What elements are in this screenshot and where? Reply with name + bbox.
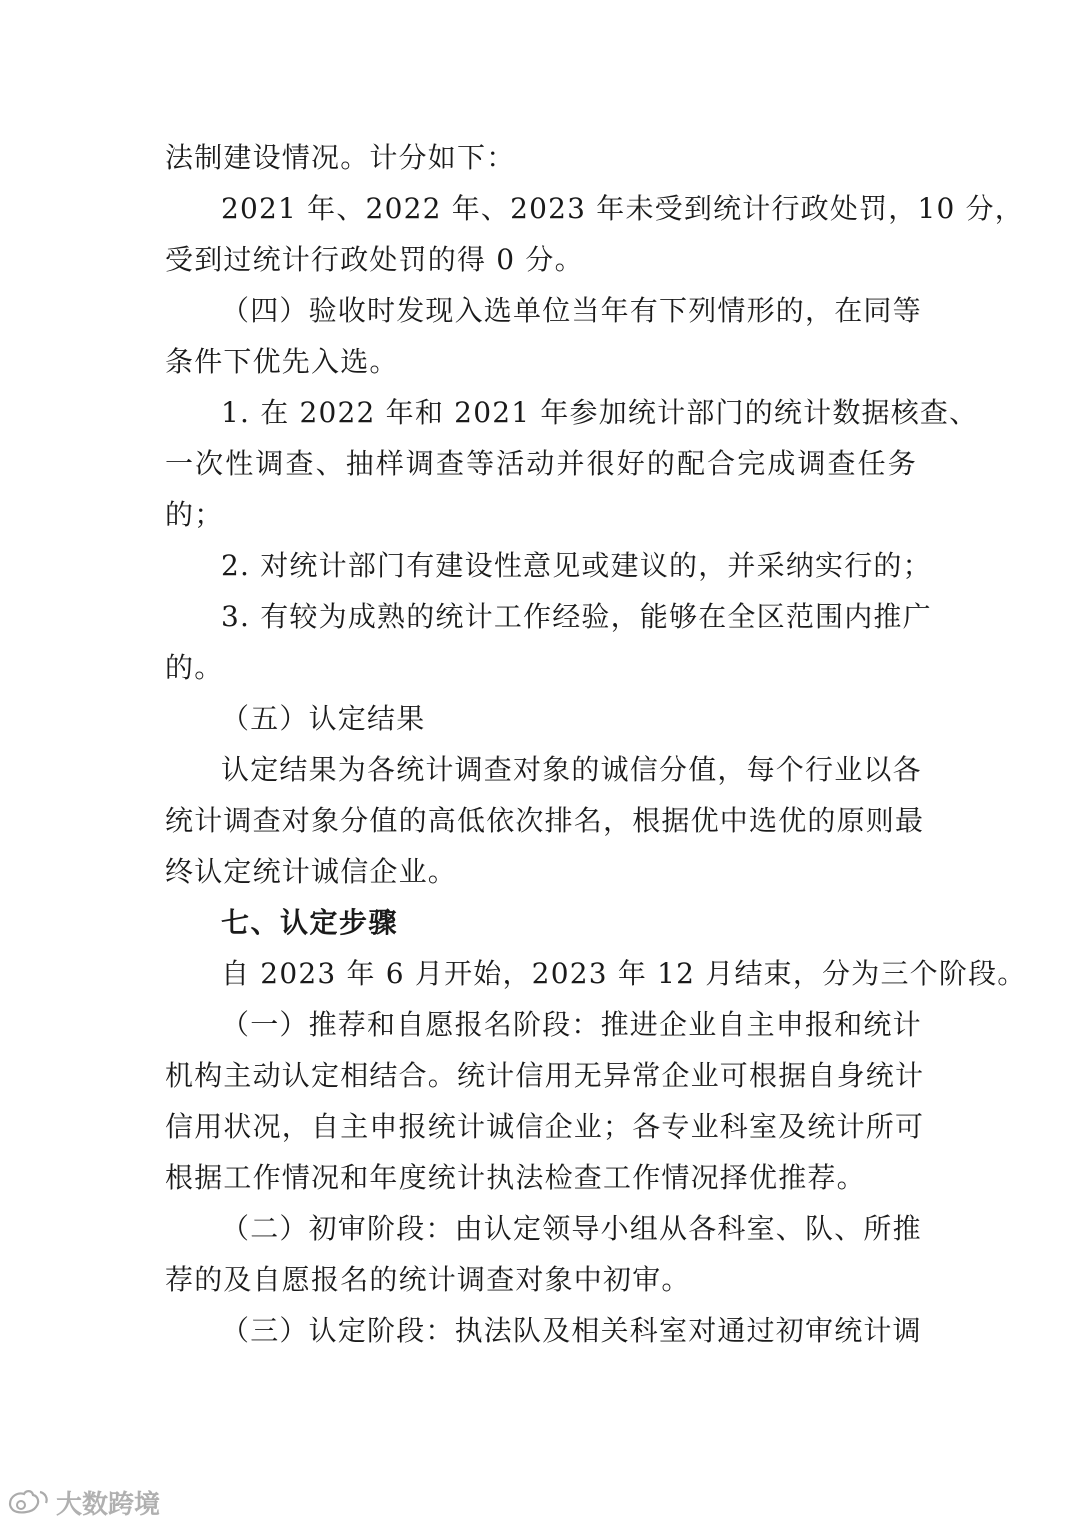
text-line: 条件下优先入选。	[165, 345, 399, 378]
text-line: 根据工作情况和年度统计执法检查工作情况择优推荐。	[165, 1161, 866, 1194]
text-line: 法制建设情况。计分如下：	[165, 141, 516, 174]
text-line: 的。	[165, 651, 224, 684]
text-line: 信用状况，自主申报统计诚信企业；各专业科室及统计所可	[165, 1110, 925, 1143]
text-line: 2021 年、2022 年、2023 年未受到统计行政处罚，10 分，	[221, 192, 1025, 225]
watermark-text: 大数跨境	[56, 1489, 161, 1520]
watermark	[6, 1484, 160, 1520]
text-line: 自 2023 年 6 月开始，2023 年 12 月结束，分为三个阶段。	[221, 957, 1027, 990]
text-line: 终认定统计诚信企业。	[165, 855, 458, 888]
document-body	[165, 132, 1027, 1356]
text-line: （三）认定阶段：执法队及相关科室对通过初审统计调	[221, 1314, 922, 1347]
text-line: 3. 有较为成熟的统计工作经验，能够在全区范围内推广	[221, 600, 932, 633]
text-line: （一）推荐和自愿报名阶段：推进企业自主申报和统计	[221, 1008, 922, 1041]
text-line: （二）初审阶段：由认定领导小组从各科室、队、所推	[221, 1212, 922, 1245]
weibo-logo-icon	[6, 1488, 50, 1516]
section-subheading: （五）认定结果	[221, 702, 426, 735]
text-line: （四）验收时发现入选单位当年有下列情形的，在同等	[221, 294, 922, 327]
text-line: 一次性调查、抽样调查等活动并很好的配合完成调查任务	[165, 447, 917, 480]
text-line: 的；	[165, 498, 224, 531]
text-line: 机构主动认定相结合。统计信用无异常企业可根据自身统计	[165, 1059, 925, 1092]
text-line: 2. 对统计部门有建设性意见或建议的，并采纳实行的；	[221, 549, 932, 582]
text-line: 荐的及自愿报名的统计调查对象中初审。	[165, 1263, 691, 1296]
section-heading: 七、认定步骤	[221, 906, 399, 939]
text-line: 受到过统计行政处罚的得 0 分。	[165, 243, 584, 276]
text-line: 统计调查对象分值的高低依次排名，根据优中选优的原则最	[165, 804, 925, 837]
text-line: 1. 在 2022 年和 2021 年参加统计部门的统计数据核查、	[221, 396, 979, 429]
text-line: 认定结果为各统计调查对象的诚信分值，每个行业以各	[221, 753, 922, 786]
